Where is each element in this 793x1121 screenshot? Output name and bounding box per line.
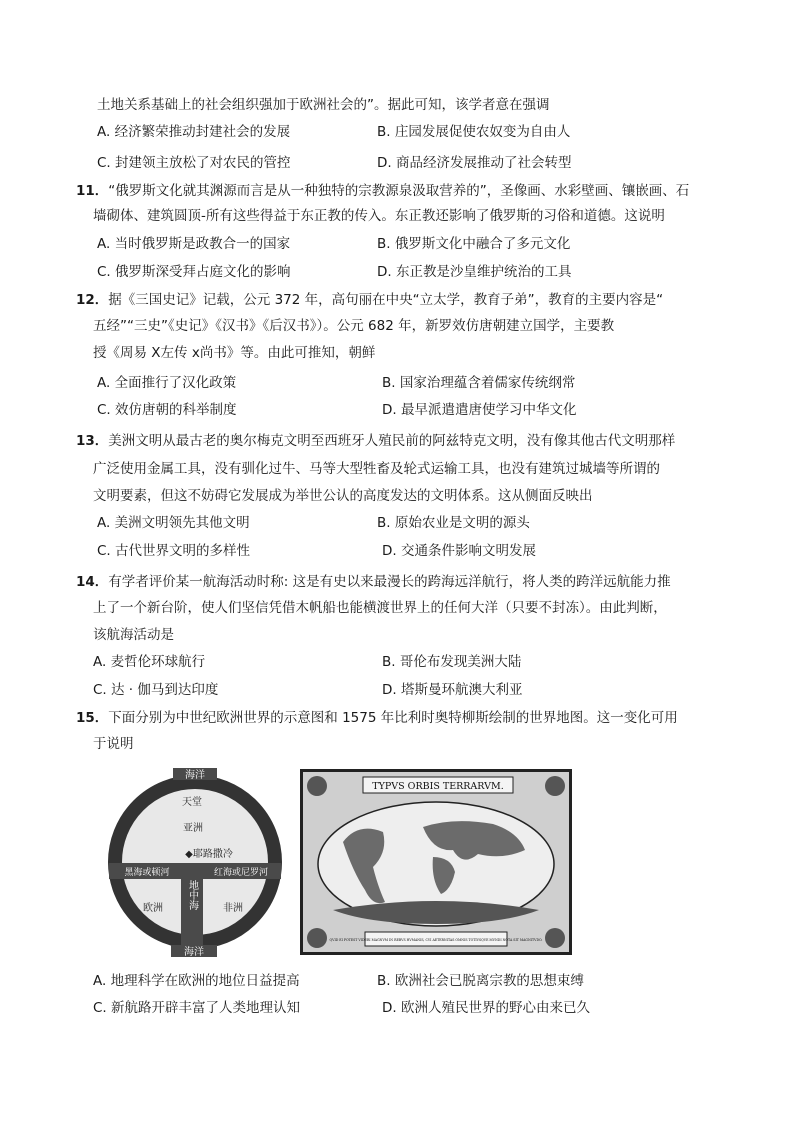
to-map-europe-label: 欧洲 <box>143 903 163 914</box>
q15-stem-line-1: 15．下面分别为中世纪欧洲世界的示意图和 1575 年比利时奥特柳斯绘制的世界地图。这一变化可用 <box>76 710 678 726</box>
q13-option-b[interactable]: B. 原始农业是文明的源头 <box>377 515 530 531</box>
q11-option-d[interactable]: D. 东正教是沙皇维护统治的工具 <box>377 264 572 280</box>
q10-option-b[interactable]: B. 庄园发展促使农奴变为自由人 <box>377 124 571 140</box>
q12-number: 12． <box>76 292 109 308</box>
q13-option-d[interactable]: D. 交通条件影响文明发展 <box>382 543 536 559</box>
ortelius-world-map-figure <box>300 769 572 955</box>
q10-option-c[interactable]: C. 封建领主放松了对农民的管控 <box>97 155 291 171</box>
world-map-title: TYPVS ORBIS TERRARVM. <box>372 781 504 792</box>
q11-option-a[interactable]: A. 当时俄罗斯是政教合一的国家 <box>97 236 291 252</box>
to-map-top-ocean-label: 海洋 <box>185 770 205 781</box>
q12-option-d[interactable]: D. 最早派遣遣唐使学习中华文化 <box>382 402 577 418</box>
q13-stem-line-3: 文明要素，但这不妨碍它发展成为举世公认的高度发达的文明体系。这从侧面反映出 <box>93 488 593 504</box>
q14-stem-line-2: 上了一个新台阶，使人们坚信凭借木帆船也能横渡世界上的任何大洋（只要不封冻）。由此判断， <box>93 600 667 616</box>
q12-option-c[interactable]: C. 效仿唐朝的科举制度 <box>97 402 237 418</box>
q15-stem-line-2: 于说明 <box>93 736 134 752</box>
q11-option-c[interactable]: C. 俄罗斯深受拜占庭文化的影响 <box>97 264 291 280</box>
q12-option-b[interactable]: B. 国家治理蕴含着儒家传统纲常 <box>382 375 576 391</box>
q12-stem-line-2: 五经”“三史”《史记》《汉书》《后汉书》）。公元 682 年，新罗效仿唐朝建立国学，主要教 <box>93 318 615 334</box>
q11-stem-line-2: 墙砌体、建筑圆顶-所有这些得益于东正教的传入。东正教还影响了俄罗斯的习俗和道德。这说明 <box>93 208 665 224</box>
q15-option-d[interactable]: D. 欧洲人殖民世界的野心由来已久 <box>382 1000 590 1016</box>
to-map-black-sea-label: 黑海或顿河 <box>124 868 170 878</box>
q12-option-a[interactable]: A. 全面推行了汉化政策 <box>97 375 237 391</box>
q14-option-b[interactable]: B. 哥伦布发现美洲大陆 <box>382 654 522 670</box>
q14-stem-line-1: 14．有学者评价某一航海活动时称: 这是有史以来最漫长的跨海远洋航行，将人类的跨洋远航能力推 <box>76 574 671 590</box>
q11-option-b[interactable]: B. 俄罗斯文化中融合了多元文化 <box>377 236 571 252</box>
q12-stem-line-1: 12．据《三国史记》记载，公元 372 年，高句丽在中央“立太学，教育子弟”，教育的主要内容是“ <box>76 292 664 308</box>
q14-option-c[interactable]: C. 达 · 伽马到达印度 <box>93 682 219 698</box>
to-map-bottom-ocean-label: 海洋 <box>184 947 204 958</box>
q10-stem-continuation: 土地关系基础上的社会组织强加于欧洲社会的”。据此可知，该学者意在强调 <box>97 97 550 113</box>
to-map-africa-label: 非洲 <box>223 903 243 914</box>
q13-stem-line-2: 广泛使用金属工具，没有驯化过牛、马等大型牲畜及轮式运输工具，也没有建筑过城墙等所谓的 <box>93 461 660 477</box>
world-map-caption: QVID EI POTEST VIDERI MAGNVM IN REBVS HVMANIS, CVI AETERNITAS OMNIS TOTIVSQVE MVNDI NOTA SIT MAGNITVDO. <box>329 938 543 942</box>
q14-number: 14． <box>76 574 109 590</box>
q14-option-a[interactable]: A. 麦哲伦环球航行 <box>93 654 206 670</box>
world-map-drawing <box>303 772 569 952</box>
q10-option-d[interactable]: D. 商品经济发展推动了社会转型 <box>377 155 572 171</box>
q13-number: 13． <box>76 433 109 449</box>
q10-option-a[interactable]: A. 经济繁荣推动封建社会的发展 <box>97 124 291 140</box>
q15-option-c[interactable]: C. 新航路开辟丰富了人类地理认知 <box>93 1000 301 1016</box>
q12-stem-line-3: 授《周易 X左传 x尚书》等。由此可推知，朝鲜 <box>93 345 376 361</box>
q15-option-b[interactable]: B. 欧洲社会已脱离宗教的思想束缚 <box>377 973 584 989</box>
q15-option-a[interactable]: A. 地理科学在欧洲的地位日益提高 <box>93 973 300 989</box>
q11-number: 11． <box>76 183 109 199</box>
q15-number: 15． <box>76 710 109 726</box>
q14-stem-line-3: 该航海活动是 <box>93 627 174 643</box>
to-map-jerusalem-label: ◆耶路撒冷 <box>185 849 233 860</box>
q11-stem-line-1: 11．“俄罗斯文化就其渊源而言是从一种独特的宗教源泉汲取营养的”，圣像画、水彩壁画、镶嵌画、石 <box>76 183 690 199</box>
t-o-map-figure <box>105 765 285 960</box>
q13-option-c[interactable]: C. 古代世界文明的多样性 <box>97 543 251 559</box>
to-map-red-sea-label: 红海或尼罗河 <box>213 868 269 878</box>
q13-stem-line-1: 13．美洲文明从最古老的奥尔梅克文明至西班牙人殖民前的阿兹特克文明，没有像其他古代文明那样 <box>76 433 676 449</box>
q14-option-d[interactable]: D. 塔斯曼环航澳大利亚 <box>382 682 523 698</box>
to-map-mediterranean-label: 地中海 <box>186 880 198 910</box>
to-map-asia-label: 亚洲 <box>183 823 203 834</box>
q13-option-a[interactable]: A. 美洲文明领先其他文明 <box>97 515 250 531</box>
to-map-heaven-label: 天堂 <box>182 797 202 808</box>
